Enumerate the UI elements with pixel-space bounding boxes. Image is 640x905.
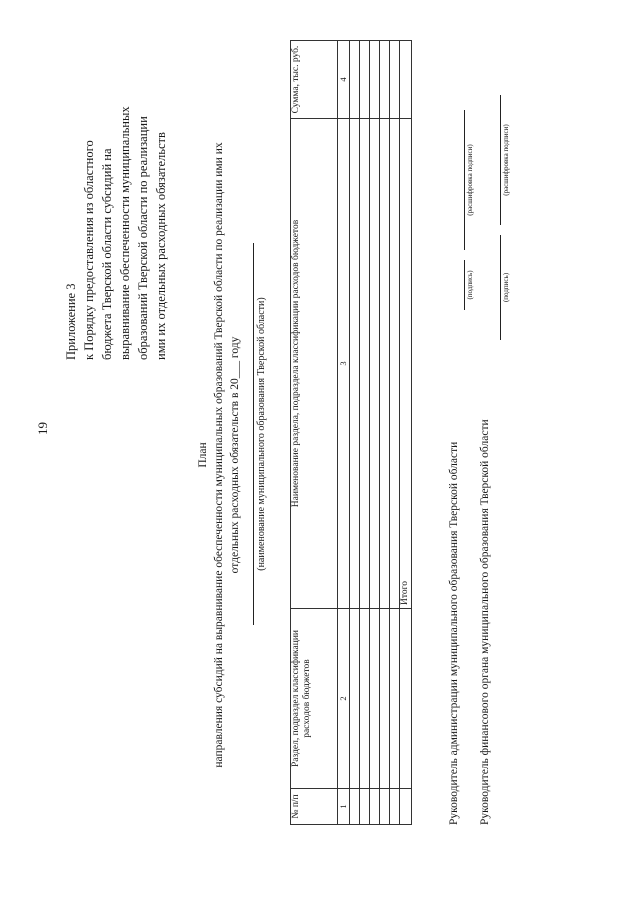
appendix-line: Приложение 3 bbox=[64, 283, 78, 360]
table-row bbox=[380, 41, 390, 825]
signature-title: Руководитель финансового органа муниципального образования Тверской области bbox=[479, 419, 491, 825]
table-row bbox=[360, 41, 370, 825]
header-number: № п/п bbox=[291, 789, 338, 825]
table-row bbox=[350, 41, 360, 825]
appendix-note bbox=[62, 106, 170, 360]
appendix-line: к Порядку предоставления из областного bbox=[82, 140, 96, 360]
plan-title bbox=[195, 75, 243, 835]
plan-table bbox=[290, 40, 412, 825]
table-row bbox=[390, 41, 400, 825]
signature-caption: (подпись) bbox=[502, 272, 510, 303]
decoding-line bbox=[500, 95, 501, 225]
decoding-line bbox=[464, 110, 465, 250]
column-number: 3 bbox=[338, 119, 350, 609]
column-number: 2 bbox=[338, 609, 350, 789]
appendix-line: образований Тверской области по реализации bbox=[136, 116, 150, 360]
column-number: 4 bbox=[338, 41, 350, 119]
column-number-row bbox=[338, 41, 350, 825]
signature-line bbox=[464, 260, 465, 310]
municipality-caption: (наименование муниципального образования Тверской области) bbox=[256, 297, 267, 571]
plan-line-2: отдельных расходных обязательств в 20___ году bbox=[229, 336, 241, 574]
signature-title: Руководитель администрации муниципального образования Тверской области bbox=[448, 441, 460, 825]
header-amount: Сумма, тыс. руб. bbox=[291, 41, 338, 119]
page-number: 19 bbox=[35, 422, 50, 435]
appendix-line: выравнивание обеспеченности муниципальных bbox=[118, 106, 132, 360]
appendix-line: бюджета Тверской области субсидий на bbox=[100, 148, 114, 360]
total-label: Итого bbox=[400, 119, 412, 609]
total-row bbox=[400, 41, 412, 825]
decoding-caption: (расшифровка подписи) bbox=[466, 144, 474, 216]
header-section-name: Наименование раздела, подраздела классификации расходов бюджетов bbox=[291, 119, 338, 609]
municipality-name-line bbox=[253, 243, 254, 625]
decoding-caption: (расшифровка подписи) bbox=[502, 124, 510, 196]
header-section: Раздел, подраздел классификации расходов бюджетов bbox=[291, 609, 338, 789]
signature-line bbox=[500, 235, 501, 340]
plan-line-1: направления субсидий на выравнивание обеспеченности муниципальных образований Тверской области по реализации ими их bbox=[213, 142, 225, 768]
signature-caption: (подпись) bbox=[466, 270, 474, 300]
table-header-row bbox=[291, 41, 338, 825]
appendix-line: ими их отдельных расходных обязательств bbox=[154, 132, 168, 360]
column-number: 1 bbox=[338, 789, 350, 825]
table-row bbox=[370, 41, 380, 825]
plan-heading: План bbox=[197, 442, 209, 468]
